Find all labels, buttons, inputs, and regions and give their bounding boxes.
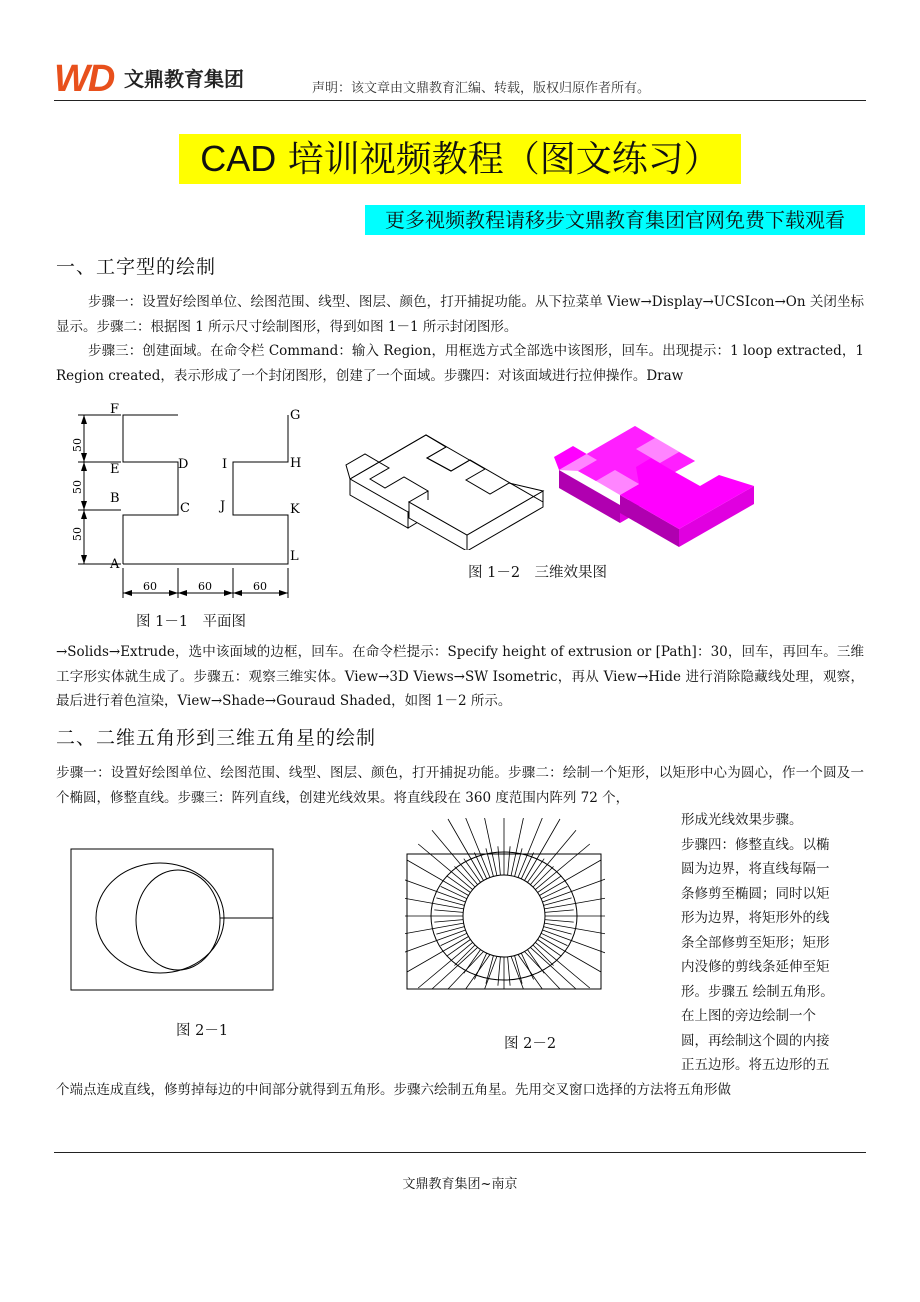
light-ray [432,830,478,884]
point-J: J [220,499,226,514]
light-ray [511,956,523,989]
light-ray [405,930,466,954]
point-L: L [290,549,299,564]
logo-mark: WD [54,58,114,100]
section2-side-text [681,808,866,1078]
dim-v1: 50 [71,438,84,452]
figure-2-2-caption: 图 2－2 [504,1036,557,1052]
title-latin: CAD [200,138,277,179]
side-line: 圆为边界，将直线每隔一 [681,861,830,877]
figure-2-2 [405,818,605,993]
footer-divider [54,1152,866,1153]
light-ray [545,910,574,913]
section1-para3: →Solids→Extrude，选中该面域的边框，回车。在命令栏提示：Specify height of extrusion or [Path]：30，回车，再回车。三维工字形实体就生成了。步骤五：观察三维实体。View→3D Views→SW Isometric，再从 View→Hide 进行消除隐藏线处理，观察，最后进行着色渲染，View→Shade→Gouraud Shaded，如图 1－2 所示。 [56,644,864,709]
figure-1-1-plan [64,400,314,605]
light-ray [543,878,606,902]
side-line: 圆，再绘制这个圆的内接 [681,1032,830,1049]
light-ray [508,957,511,986]
title-cjk: 培训视频教程（图文练习） [276,139,720,180]
side-line: 形。步骤五 绘制五角形。 [681,983,834,1000]
light-ray [485,956,497,989]
light-ray [508,846,511,875]
light-ray [543,930,606,954]
point-C: C [180,501,190,516]
section2-heading: 二、二维五角形到三维五角星的绘制 [56,727,377,749]
light-ray [535,844,589,890]
figure-1-2-3d [345,405,760,550]
point-F: F [110,402,120,417]
light-ray [448,819,484,881]
light-ray [418,942,472,988]
figure-1-2-caption: 图 1－2 三维效果图 [468,565,608,581]
point-D: D [178,457,189,472]
subtitle-banner: 更多视频教程请移步文鼎教育集团官网免费下载观看 [365,205,865,235]
figure-2-1 [70,848,275,993]
light-ray [418,844,472,890]
side-line: 正五边形。将五边形的五 [681,1057,830,1073]
light-ray [530,830,576,884]
dim-v3: 50 [71,527,84,541]
logo-name: 文鼎教育集团 [124,67,244,91]
dim-v2: 50 [71,480,84,494]
light-ray [436,927,464,935]
side-line: 形为边界，将矩形外的线 [681,910,830,926]
point-K: K [290,502,300,517]
light-ray [434,920,463,923]
point-B: B [110,491,120,506]
light-ray [525,819,561,881]
section2-para2: 个端点连成直线，修剪掉每边的中间部分就得到五角形。步骤六绘制五角星。先用交叉窗口选择的方法将五角形做 [56,1082,731,1098]
side-line: 条全部修剪至矩形；矩形 [681,934,830,951]
figure-1-1-caption: 图 1－1 平面图 [136,614,247,630]
dim-h1: 60 [143,580,157,593]
light-ray [498,957,501,986]
light-ray [544,898,572,906]
light-ray [535,942,589,988]
section2-para1: 步骤一：设置好绘图单位、绘图范围、线型、图层、颜色，打开捕捉功能。步骤二：绘制一个矩形，以矩形中心为圆心，作一个圆及一个椭圆，修整直线。步骤三：阵列直线，创建光线效果。将直线段在 360 度范围内阵列 72 个， [56,765,864,806]
footer-text: 文鼎教育集团~南京 [402,1177,518,1192]
light-ray [544,927,572,935]
light-ray [436,898,464,906]
figure-2-1-caption: 图 2－1 [176,1023,229,1039]
dim-h2: 60 [198,580,212,593]
side-line: 步骤四：修整直线。以椭 [681,836,830,853]
section1-heading: 一、工字型的绘制 [56,256,217,278]
light-ray [498,846,501,875]
point-G: G [290,408,301,423]
side-line: 在上图的旁边绘制一个 [681,1008,816,1024]
light-ray [434,910,463,913]
section1-para1: 步骤一：设置好绘图单位、绘图范围、线型、图层、颜色，打开捕捉功能。从下拉菜单 View→Display→UCSIcon→On 关闭坐标显示。步骤二：根据图 1 所示尺寸绘制图形，得到如图 1－1 所示封闭图形。 [56,294,864,335]
header-divider [54,100,866,101]
point-E: E [110,462,120,477]
section1-para2: 步骤三：创建面域。在命令栏 Command：输入 Region，用框选方式全部选中该图形，回车。出现提示：1 loop extracted，1 Region created，表示形成了一个封闭图形，创建了一个面域。步骤四：对该面域进行拉伸操作。Draw [56,343,864,384]
page-title [179,134,741,184]
light-ray [545,920,574,923]
point-I: I [222,457,228,472]
dim-h3: 60 [253,580,267,593]
light-ray [405,878,466,902]
copyright-statement: 声明：该文章由文鼎教育汇编、转载，版权归原作者所有。 [312,81,651,96]
side-line: 条修剪至椭圆；同时以矩 [681,885,830,902]
point-A: A [110,557,120,572]
side-line: 形成光线效果步骤。 [681,812,803,828]
point-H: H [290,456,302,471]
side-line: 内没修的剪线条延伸至矩 [681,959,830,975]
